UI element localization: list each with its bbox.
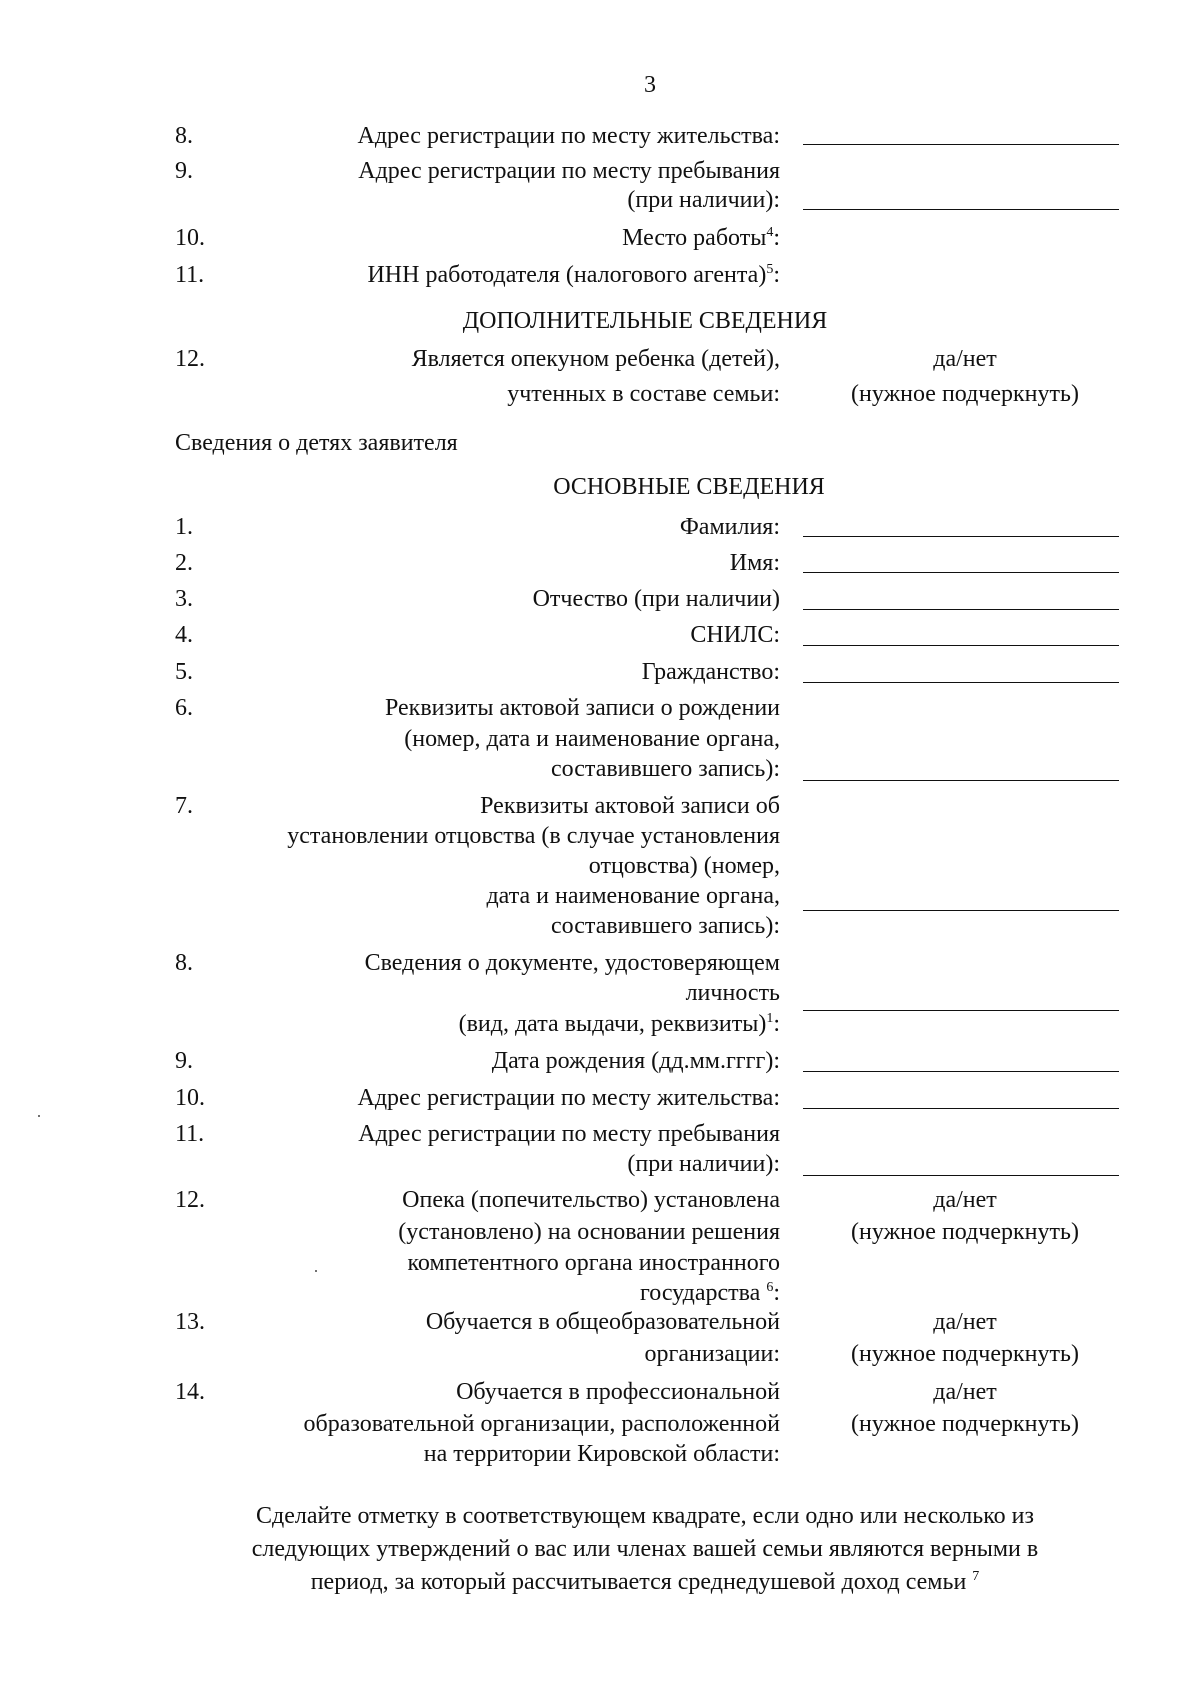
- row-label-cont: (установлено) на основании решения: [398, 1219, 780, 1245]
- row-label: Имя:: [729, 550, 780, 576]
- row-label-cont: на территории Кировской области:: [423, 1441, 780, 1467]
- child-registration-address-field[interactable]: [803, 1108, 1119, 1109]
- row-number: 1.: [175, 514, 193, 540]
- children-intro: Сведения о детях заявителя: [175, 430, 458, 456]
- row-label: Отчество (при наличии): [532, 586, 780, 612]
- row-label-cont: установлении отцовства (в случае установления: [287, 823, 780, 849]
- surname-field[interactable]: [803, 536, 1119, 537]
- citizenship-field[interactable]: [803, 682, 1119, 683]
- page-number: 3: [644, 72, 656, 98]
- row-label: Дата рождения (дд.мм.гггг):: [491, 1048, 780, 1074]
- row-label: Фамилия:: [679, 514, 780, 540]
- row-label-cont: учтенных в составе семьи:: [507, 381, 780, 407]
- footnote-ref: 7: [972, 1569, 980, 1584]
- row-number: 6.: [175, 695, 193, 721]
- row-label: Адрес регистрации по месту пребывания: [358, 1121, 780, 1147]
- row-number: 7.: [175, 793, 193, 819]
- child-stay-address-field[interactable]: [803, 1175, 1119, 1176]
- choice-note: (нужное подчеркнуть): [851, 381, 1079, 407]
- row-number: 4.: [175, 622, 193, 648]
- row-label: Реквизиты актовой записи об: [480, 793, 780, 819]
- row-number: 12.: [175, 346, 205, 372]
- identity-document-field[interactable]: [803, 1010, 1119, 1011]
- yes-no-choice[interactable]: да/нет: [933, 1379, 997, 1405]
- row-number: 9.: [175, 158, 193, 184]
- row-number: 10.: [175, 225, 205, 251]
- row-number: 10.: [175, 1085, 205, 1111]
- row-number: 12.: [175, 1187, 205, 1213]
- row-label: Обучается в общеобразовательной: [425, 1309, 780, 1335]
- row-number: 13.: [175, 1309, 205, 1335]
- row-number: 14.: [175, 1379, 205, 1405]
- row-label: Место работы$^4$:: [622, 225, 780, 251]
- row-label-cont: (номер, дата и наименование органа,: [404, 726, 780, 752]
- row-number: 11.: [175, 262, 205, 288]
- patronymic-field[interactable]: [803, 609, 1119, 610]
- birth-date-field[interactable]: [803, 1071, 1119, 1072]
- row-label: Реквизиты актовой записи о рождении: [384, 695, 780, 721]
- footnote-ref: 4: [766, 225, 774, 240]
- row-label-cont: государства $^6$:: [639, 1280, 780, 1306]
- row-label-cont: отцовства) (номер,: [588, 853, 780, 879]
- row-label: Опека (попечительство) установлена: [402, 1187, 780, 1213]
- row-label-cont: компетентного органа иностранного: [407, 1250, 780, 1276]
- first-name-field[interactable]: [803, 572, 1119, 573]
- row-number: 11.: [175, 1121, 205, 1147]
- scan-speck: [315, 1270, 317, 1272]
- scan-speck: [38, 1115, 40, 1117]
- row-number: 8.: [175, 950, 193, 976]
- row-label: Гражданство:: [641, 659, 780, 685]
- row-label-cont: (вид, дата выдачи, реквизиты)$^1$:: [458, 1011, 780, 1037]
- row-number: 9.: [175, 1048, 193, 1074]
- footnote-ref: 5: [766, 262, 774, 277]
- row-number: 3.: [175, 586, 193, 612]
- row-label: ИНН работодателя (налогового агента)$^5$:: [367, 262, 780, 288]
- registration-address-field[interactable]: [803, 144, 1119, 145]
- main-info-heading: ОСНОВНЫЕ СВЕДЕНИЯ: [553, 474, 825, 500]
- birth-record-field[interactable]: [803, 780, 1119, 781]
- choice-note: (нужное подчеркнуть): [851, 1411, 1079, 1437]
- row-label-cont: личность: [685, 980, 780, 1006]
- row-label: Адрес регистрации по месту жительства:: [357, 123, 780, 149]
- row-label-cont: составившего запись):: [551, 756, 780, 782]
- paternity-record-field[interactable]: [803, 910, 1119, 911]
- additional-info-heading: ДОПОЛНИТЕЛЬНЫЕ СВЕДЕНИЯ: [462, 308, 828, 334]
- row-label-cont: дата и наименование органа,: [486, 883, 780, 909]
- row-number: 2.: [175, 550, 193, 576]
- stay-address-field[interactable]: [803, 209, 1119, 210]
- row-label: Сведения о документе, удостоверяющем: [364, 950, 780, 976]
- footnote-ref: 6: [766, 1280, 774, 1295]
- row-label-cont: организации:: [644, 1341, 780, 1367]
- row-label: Адрес регистрации по месту пребывания: [358, 158, 780, 184]
- row-label-cont: образовательной организации, расположенной: [303, 1411, 780, 1437]
- yes-no-choice[interactable]: да/нет: [933, 346, 997, 372]
- row-label: Является опекуном ребенка (детей),: [411, 346, 780, 372]
- row-label: Обучается в профессиональной: [456, 1379, 780, 1405]
- snils-field[interactable]: [803, 645, 1119, 646]
- footnote-ref: 1: [766, 1011, 774, 1026]
- row-label: СНИЛС:: [690, 622, 780, 648]
- row-number: 8.: [175, 123, 193, 149]
- row-label-cont: (при наличии):: [627, 187, 780, 213]
- row-label-cont: (при наличии):: [627, 1151, 780, 1177]
- closing-instruction: Сделайте отметку в соответствующем квадрате, если одно или несколько из следующих утверждений о вас или членах вашей семьи являются верными в период, за который рассчитывается среднедушевой доход семьи $^7$: [251, 1503, 1039, 1595]
- choice-note: (нужное подчеркнуть): [851, 1341, 1079, 1367]
- yes-no-choice[interactable]: да/нет: [933, 1309, 997, 1335]
- row-label-cont: составившего запись):: [551, 913, 780, 939]
- choice-note: (нужное подчеркнуть): [851, 1219, 1079, 1245]
- row-number: 5.: [175, 659, 193, 685]
- yes-no-choice[interactable]: да/нет: [933, 1187, 997, 1213]
- row-label: Адрес регистрации по месту жительства:: [357, 1085, 780, 1111]
